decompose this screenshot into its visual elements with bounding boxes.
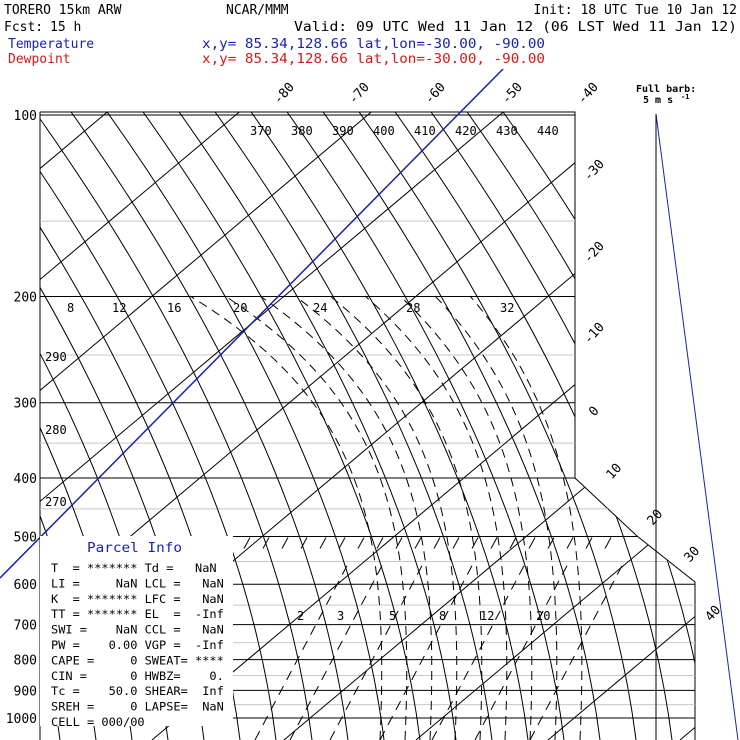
theta-label: 440 [537,124,559,138]
center-name: NCAR/MMM [226,3,289,18]
pressure-label: 1000 [5,712,37,727]
isotherm-label: 10 [603,460,626,483]
dewpoint-legend: Dewpoint [8,52,71,67]
dry-adiabat [270,40,603,740]
hatch-tick [415,537,421,548]
isotherm--10 [284,68,740,740]
hatch-tick [320,537,326,548]
init-time: Init: 18 UTC Tue 10 Jan 12 [533,3,737,18]
moist-adiabat [260,296,432,740]
pressure-label: 300 [13,396,37,412]
hatch-tick [567,537,573,548]
moist-adiabat [295,296,457,740]
dry-adiabat [234,40,564,740]
theta-e-label: 16 [167,301,182,315]
temperature-legend: Temperature [8,37,95,52]
hatch-tick [453,537,459,548]
moist-adiabat [400,296,532,740]
parcel-info-row: SREH = 0 LAPSE= NaN [51,699,224,714]
hatch-tick [358,537,364,548]
wind-profile-line [656,114,738,740]
hatch-tick [434,537,440,548]
mixing-ratio-line [432,560,527,740]
barb-unit: 5 m s [643,95,674,106]
parcel-info-row: Tc = 50.0 SHEAR= Inf [51,684,224,699]
dry-adiabat [450,40,740,740]
parcel-info-row: TT = ******* EL = -Inf [51,607,224,622]
parcel-info-row: K = ******* LFC = NaN [51,591,224,606]
theta-e-label: 12 [112,301,127,315]
isotherm-label: -20 [580,238,608,267]
valid-time: Valid: 09 UTC Wed 11 Jan 12 (06 LST Wed 11 Jan 12) [294,20,737,35]
theta-e-label: 32 [500,301,515,315]
mixing-ratio-label: 5 [389,609,397,623]
pressure-label: 500 [13,530,37,546]
parcel-info-row: CIN = 0 HWBZ= 0. [51,668,224,683]
parcel-info-row: CELL = 000/00 [51,715,145,729]
mixing-ratio-label: 12 [480,609,495,623]
forecast-hour: 15 h [50,20,82,35]
theta-label: 370 [250,124,272,138]
mixing-ratio-label: 2 [297,609,305,623]
isotherm--20 [152,68,740,740]
wind-barb [636,84,696,740]
isotherm-label: -40 [574,79,602,108]
theta-label: 420 [455,124,477,138]
pressure-label: 700 [13,618,37,634]
isotherm-label: 0 [586,403,603,420]
mixing-ratio-line [530,560,625,740]
isotherm-label: -60 [421,79,449,108]
moist-adiabat [330,296,482,740]
header [4,3,737,67]
isotherm-label: 20 [644,506,667,529]
theta-e-label: 24 [313,301,328,315]
mixing-ratio-label: 8 [439,609,447,623]
isotherm-label: -70 [345,79,373,108]
isotherm-20 [680,68,740,740]
theta-label: 400 [373,124,395,138]
parcel-info-row: SWI = NaN CCL = NaN [51,622,224,637]
parcel-info-row: PW = 0.00 VGP = -Inf [51,638,224,652]
temperature-location: x,y= 85.34,128.66 lat,lon=-30.00, -90.00 [202,37,545,52]
mixing-ratio-label: 3 [337,609,345,623]
pressure-label: 800 [13,653,37,669]
parcel-info-title: Parcel Info [87,541,182,556]
mixing-ratio-label: 20 [536,609,551,623]
isotherm-label: 30 [681,543,704,566]
isotherm-10 [548,68,740,740]
pressure-label: 100 [13,109,37,124]
hatch-tick [282,537,288,548]
mixing-ratio-line [290,560,385,740]
isotherm-label: -30 [580,156,608,185]
dry-adiabat [0,40,24,740]
moist-adiabat [365,296,507,740]
dry-adiabat-label: 270 [45,495,67,509]
theta-e-label: 20 [233,301,248,315]
theta-label: 410 [414,124,436,138]
parcel-info-row: LI = NaN LCL = NaN [51,576,224,591]
parcel-info-row: CAPE = 0 SWEAT= **** [51,653,224,668]
pressure-label: 200 [13,290,37,306]
hatch-tick [491,537,497,548]
model-title: TORERO 15km ARW [4,3,122,18]
parcel-info-row: T = ******* Td = NaN [51,561,217,575]
mixing-ratio-line [255,560,350,740]
isotherm-label: -80 [270,79,298,108]
dry-adiabat-label: 290 [45,350,67,364]
isotherm-label: -50 [498,79,526,108]
barb-title: Full barb: [636,84,697,95]
hatch-tick [510,537,516,548]
theta-e-label: 8 [67,301,75,315]
theta-label: 390 [332,124,354,138]
theta-e-label: 28 [406,301,421,315]
hatch-tick [529,537,535,548]
dry-adiabat [198,40,528,740]
isotherm-0 [416,68,740,740]
barb-unit-exponent: -1 [681,93,690,101]
dry-adiabat [306,40,636,740]
parcel-info-panel [40,536,233,729]
theta-label: 430 [496,124,518,138]
pressure-label: 400 [13,472,37,488]
dry-adiabat [342,40,672,740]
mixing-ratio-line [380,560,475,740]
parcel-info-rows [51,561,224,729]
dry-adiabat-label: 280 [45,423,67,437]
pressure-label: 600 [13,578,37,594]
moist-adiabat [225,296,407,740]
forecast-label: Fcst: [4,20,44,35]
temperature-trace [0,69,503,578]
hatch-tick [605,537,611,548]
dewpoint-location: x,y= 85.34,128.66 lat,lon=-30.00, -90.00 [202,52,545,67]
isotherm-label: -10 [580,319,608,348]
dry-adiabat [414,40,740,740]
isotherm-label: 40 [702,602,725,625]
hatch-tick [339,537,345,548]
pressure-label: 900 [13,684,37,700]
theta-label: 380 [291,124,313,138]
